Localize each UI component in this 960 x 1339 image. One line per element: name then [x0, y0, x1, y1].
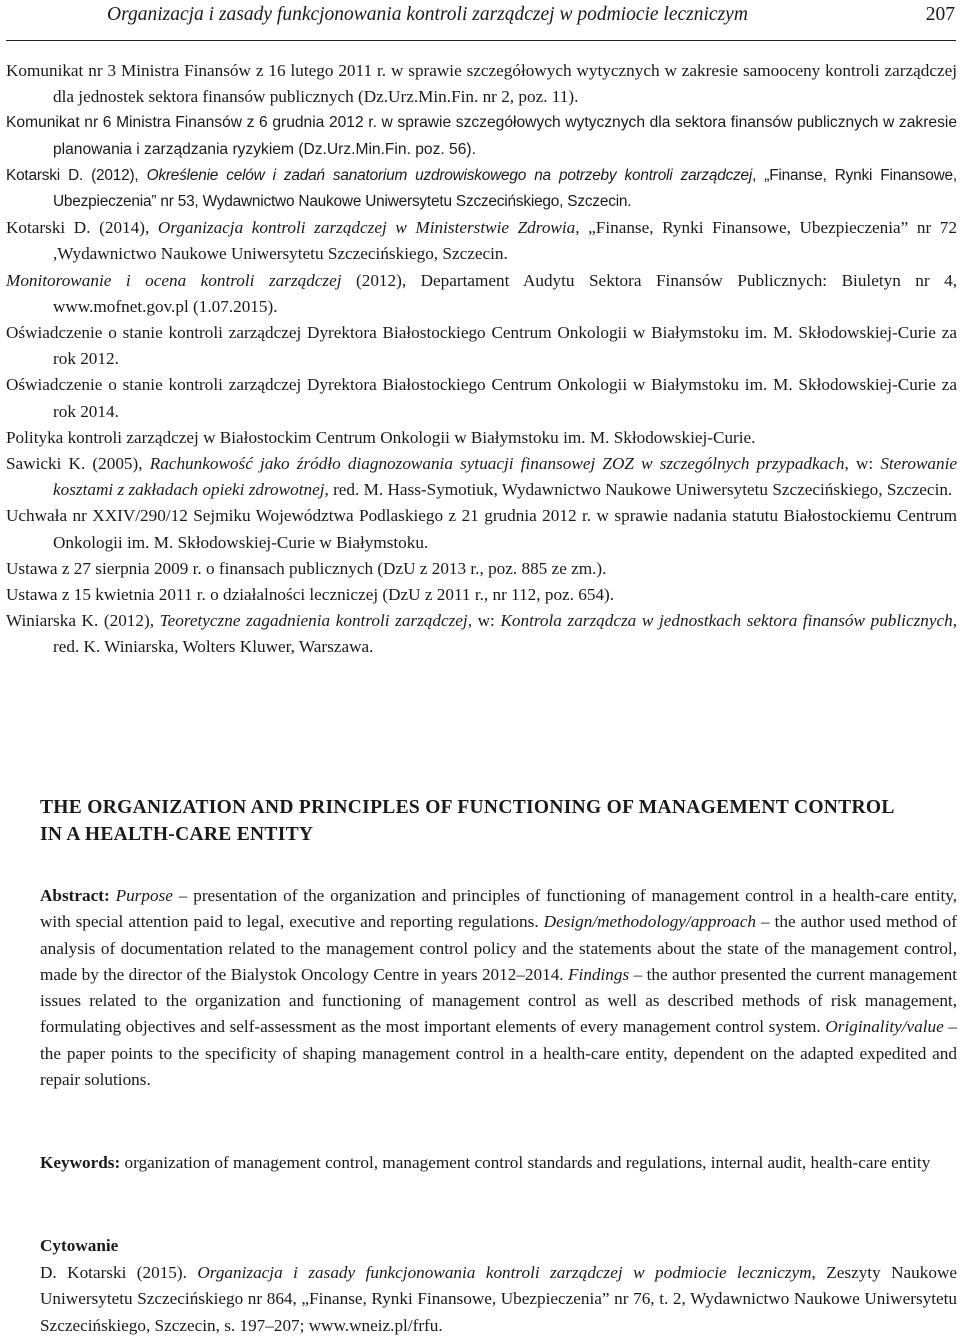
reference-segment: , red. M. Hass-Symotiuk, Wydawnictwo Naukowe Uniwersytetu Szczecińskiego, Szczecin. — [324, 480, 953, 500]
bibliography-list — [6, 58, 957, 661]
reference-segment: Ustawa z 15 kwietnia 2011 r. o działalności leczniczej (DzU z 2011 r., nr 112, poz. 654). — [6, 585, 615, 605]
abstract-segment: – presentation of the organization and principles of functioning of management control in a health-care entity, with special attention paid to legal, executive and reporting regulations. — [40, 886, 958, 932]
reference-segment: Winiarska K. (2012), — [6, 611, 160, 631]
reference-segment: Rachunkowość jako źródło diagnozowania sytuacji finansowej ZOZ w szczególnych przypadkach — [149, 454, 845, 474]
keywords-paragraph — [40, 1150, 957, 1176]
reference-segment: Komunikat nr 3 Ministra Finansów z 16 lutego 2011 r. w sprawie szczegółowych wytycznych w zakresie samooceny kontroli zarządczej dla jednostek sektora finansów publicznych (Dz.Urz.Min.Fin. nr 2, poz. 11). — [6, 61, 957, 107]
reference-segment: Określenie celów i zadań sanatorium uzdrowiskowego na potrzeby kontroli zarządczej — [146, 166, 753, 184]
reference-segment: Oświadczenie o stanie kontroli zarządczej Dyrektora Białostockiego Centrum Onkologii w Białymstoku im. M. Skłodowskiej-Curie za rok 2012. — [6, 323, 957, 369]
citation-segment: D. Kotarski (2015). — [40, 1263, 198, 1282]
reference-entry — [6, 556, 957, 582]
reference-segment: Uchwała nr XXIV/290/12 Sejmiku Województwa Podlaskiego z 21 grudnia 2012 r. w sprawie nadania statutu Białostockiemu Centrum Onkologii im. M. Skłodowskiej-Curie w Białymstoku. — [6, 506, 957, 552]
reference-entry — [6, 110, 957, 162]
reference-segment: Kotarski D. (2012), — [6, 166, 147, 184]
reference-segment: , w: — [844, 454, 881, 474]
reference-segment: Teoretyczne zagadnienia kontroli zarządczej — [159, 611, 468, 631]
reference-entry — [6, 372, 957, 424]
reference-segment: Polityka kontroli zarządczej w Białostockim Centrum Onkologii w Białymstoku im. M. Skłodowskiej-Curie. — [6, 427, 756, 447]
page-number: 207 — [925, 4, 955, 25]
reference-segment: , „Finanse, Rynki Finansowe, Ubezpieczenia” nr 72 ,Wydawnictwo Naukowe Uniwersytetu Szczecińskiego, Szczecin. — [53, 218, 957, 264]
abstract-segment: Design/methodology/approach — [543, 912, 756, 932]
english-title — [40, 794, 940, 848]
reference-segment: , „Finanse, Rynki Finansowe, Ubezpieczenia” nr 53, Wydawnictwo Naukowe Uniwersytetu Szczecińskiego, Szczecin. — [53, 166, 957, 211]
reference-entry — [6, 451, 957, 503]
abstract-segment: – the paper points to the specificity of shaping management control in a health-care entity, dependent on the adapted expedited and repair solutions. — [40, 1017, 957, 1090]
abstract-segment: Findings — [568, 964, 630, 984]
english-title-line-1: THE ORGANIZATION AND PRINCIPLES OF FUNCTIONING OF MANAGEMENT CONTROL — [40, 797, 895, 818]
citation-segment: , Zeszyty Naukowe Uniwersytetu Szczecińskiego nr 864, „Finanse, Rynki Finansowe, Ubezpieczenia” nr 76, t. 2, Wydawnictwo Naukowe Uniwersytetu Szczecińskiego, Szczecin, s. 197–207; www.wneiz.pl/frfu. — [40, 1263, 957, 1335]
abstract-segment: Purpose — [115, 886, 173, 905]
keywords-text: organization of management control, management control standards and regulations, internal audit, health-care entity — [120, 1153, 931, 1172]
keywords-label: Keywords: — [40, 1153, 121, 1172]
abstract-body — [40, 886, 957, 1089]
citation-segment: Organizacja i zasady funkcjonowania kontroli zarządczej w podmiocie leczniczym — [197, 1263, 812, 1282]
reference-segment: Ustawa z 27 sierpnia 2009 r. o finansach publicznych (DzU z 2013 r., poz. 885 ze zm.). — [6, 558, 607, 578]
reference-entry — [6, 163, 957, 215]
abstract-label: Abstract: — [40, 886, 110, 905]
abstract-segment: Originality/value — [825, 1017, 944, 1037]
reference-entry — [6, 58, 957, 110]
reference-entry — [6, 215, 957, 267]
english-title-line-2: IN A HEALTH-CARE ENTITY — [40, 824, 314, 845]
running-header — [0, 4, 960, 30]
reference-segment: Sawicki K. (2005), — [6, 454, 150, 474]
reference-entry — [6, 425, 957, 451]
citation-text — [40, 1260, 957, 1339]
reference-entry — [6, 320, 957, 372]
reference-entry — [6, 582, 957, 608]
reference-entry — [6, 268, 957, 320]
reference-segment: Kotarski D. (2014), — [6, 218, 158, 238]
abstract-segment: – the author used method of analysis of documentation related to the management control policy and the statements about the state of the management control, made by the director of the Bialystok Oncology Centre in years 2012–2014. — [40, 912, 957, 984]
abstract-paragraph — [40, 883, 957, 1093]
reference-segment: Kontrola zarządcza w jednostkach sektora finansów publicznych — [500, 611, 953, 631]
reference-entry — [6, 503, 957, 555]
reference-segment: Sterowanie kosztami z zakładach opieki zdrowotnej — [53, 454, 958, 500]
reference-segment: , red. K. Winiarska, Wolters Kluwer, Warszawa. — [53, 611, 957, 657]
reference-segment: Monitorowanie i ocena kontroli zarządczej — [6, 270, 342, 290]
reference-segment: Organizacja kontroli zarządczej w Ministerstwie Zdrowia — [157, 218, 576, 238]
reference-entry — [6, 608, 957, 660]
abstract-segment: – the author presented the current management issues related to the organization and functioning of management control as well as described methods of risk management, formulating objectives and self-assessment as the most important elements of every management control system. — [40, 964, 957, 1037]
reference-segment: , w: — [467, 611, 501, 631]
reference-segment: Komunikat nr 6 Ministra Finansów z 6 grudnia 2012 r. w sprawie szczegółowych wytycznych dla sektora finansów publicznych w zakresie planowania i zarządzania ryzykiem (Dz.Urz.Min.Fin. poz. 56). — [6, 114, 957, 158]
citation-heading: Cytowanie — [40, 1236, 119, 1255]
header-rule — [6, 40, 956, 41]
reference-segment: Oświadczenie o stanie kontroli zarządczej Dyrektora Białostockiego Centrum Onkologii w Białymstoku im. M. Skłodowskiej-Curie za rok 2014. — [6, 375, 957, 421]
reference-segment: (2012), Departament Audytu Sektora Finansów Publicznych: Biuletyn nr 4, www.mofnet.gov.pl (1.07.2015). — [53, 270, 957, 316]
running-title: Organizacja i zasady funkcjonowania kontroli zarządczej w podmiocie leczniczym — [107, 4, 748, 25]
